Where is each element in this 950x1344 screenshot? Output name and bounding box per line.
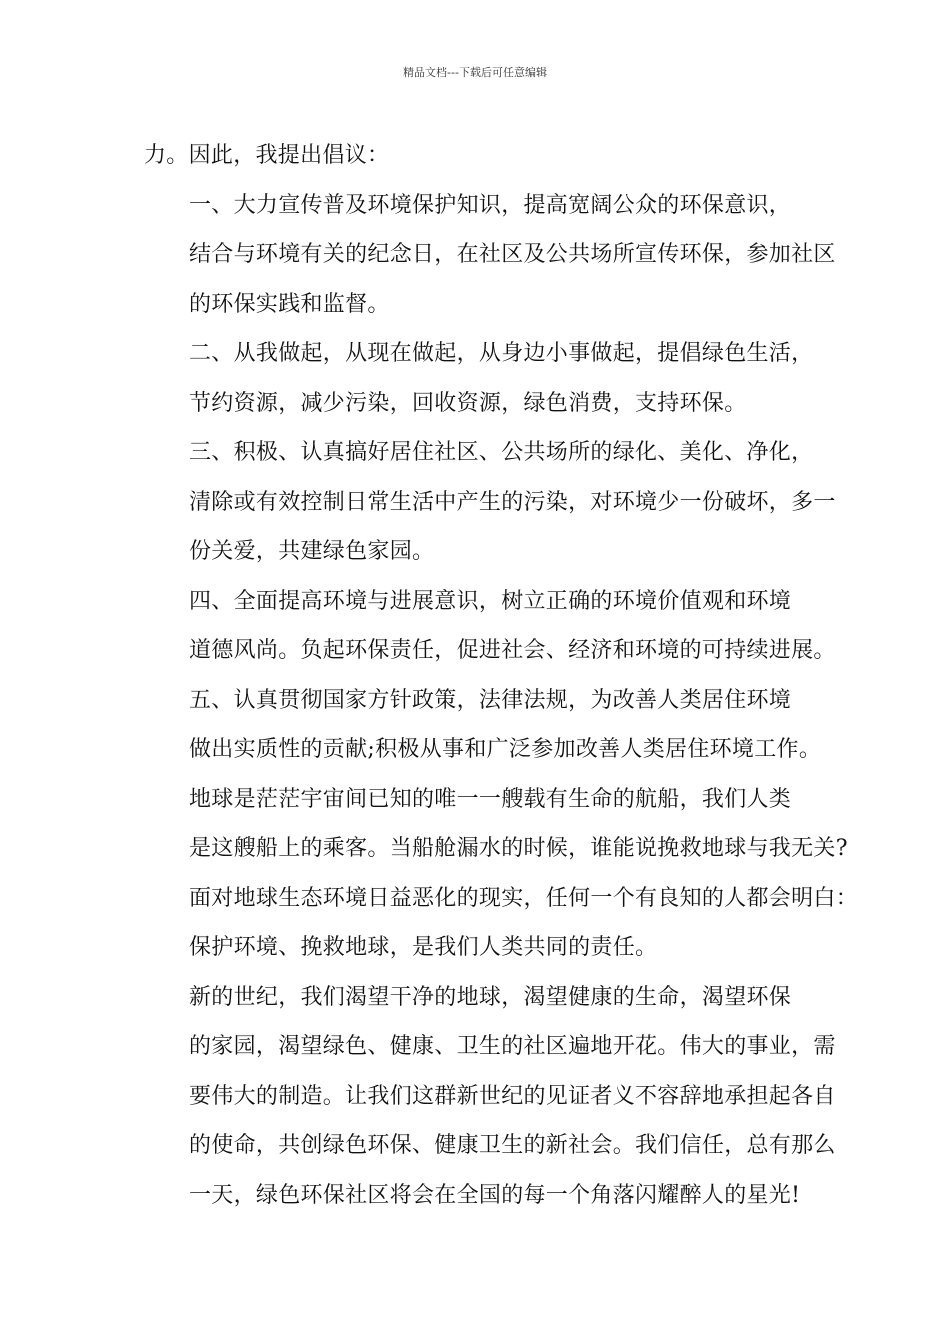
page-header: 精品文档---下载后可任意编辑	[403, 66, 547, 79]
text-line: 的家园，渴望绿色、健康、卫生的社区遍地开花。伟大的事业，需	[189, 1034, 836, 1059]
text-line: 节约资源，减少污染，回收资源，绿色消费，支持环保。	[189, 390, 747, 416]
text-line: 要伟大的制造。让我们这群新世纪的见证者义不容辞地承担起各自	[189, 1083, 836, 1109]
text-line: 五、认真贯彻国家方针政策，法律法规，为改善人类居住环境	[189, 687, 792, 713]
text-line: 四、全面提高环境与进展意识，树立正确的环境价值观和环境	[189, 588, 792, 614]
text-line: 二、从我做起，从现在做起，从身边小事做起，提倡绿色生活，	[189, 341, 814, 366]
text-line: 的使命，共创绿色环保、健康卫生的新社会。我们信任，总有那么	[189, 1133, 836, 1158]
paragraph	[144, 181, 836, 330]
text-line: 保护环境、挽救地球，是我们人类共同的责任。	[189, 935, 658, 960]
paragraph	[144, 329, 824, 428]
document-body	[144, 131, 859, 1220]
text-line: 是这艘船上的乘客。当船舱漏水的时候，谁能说挽救地球与我无关?	[189, 836, 848, 861]
text-line: 结合与环境有关的纪念日，在社区及公共场所宣传环保，参加社区	[189, 242, 836, 267]
text-line: 三、积极、认真搞好居住社区、公共场所的绿化、美化、净化，	[189, 440, 814, 465]
text-line: 新的世纪，我们渴望干净的地球，渴望健康的生命，渴望环保	[189, 984, 792, 1010]
text-line: 地球是茫茫宇宙间已知的唯一一艘载有生命的航船，我们人类	[189, 786, 792, 812]
paragraph	[144, 676, 824, 775]
text-line: 份关爱，共建绿色家园。	[189, 539, 435, 564]
text-line: 一天，绿色环保社区将会在全国的每一个角落闪耀醉人的星光!	[189, 1182, 801, 1208]
text-line: 的环保实践和监督。	[189, 291, 390, 317]
paragraph	[144, 973, 836, 1221]
text-line: 道德风尚。负起环保责任，促进社会、经济和环境的可持续进展。	[189, 638, 836, 663]
text-line: 清除或有效控制日常生活中产生的污染，对环境少一份破坏，多一	[189, 489, 836, 515]
text-line: 面对地球生态环境日益恶化的现实，任何一个有良知的人都会明白：	[189, 885, 859, 911]
text-line: 力。因此，我提出倡议：	[144, 143, 390, 168]
paragraph	[144, 775, 859, 973]
paragraph	[144, 131, 824, 181]
paragraph	[144, 577, 836, 676]
text-line: 做出实质性的贡献;积极从事和广泛参加改善人类居住环境工作。	[189, 737, 822, 762]
paragraph	[144, 428, 836, 577]
text-line: 一、大力宣传普及环境保护知识，提高宽阔公众的环保意识，	[189, 192, 792, 218]
